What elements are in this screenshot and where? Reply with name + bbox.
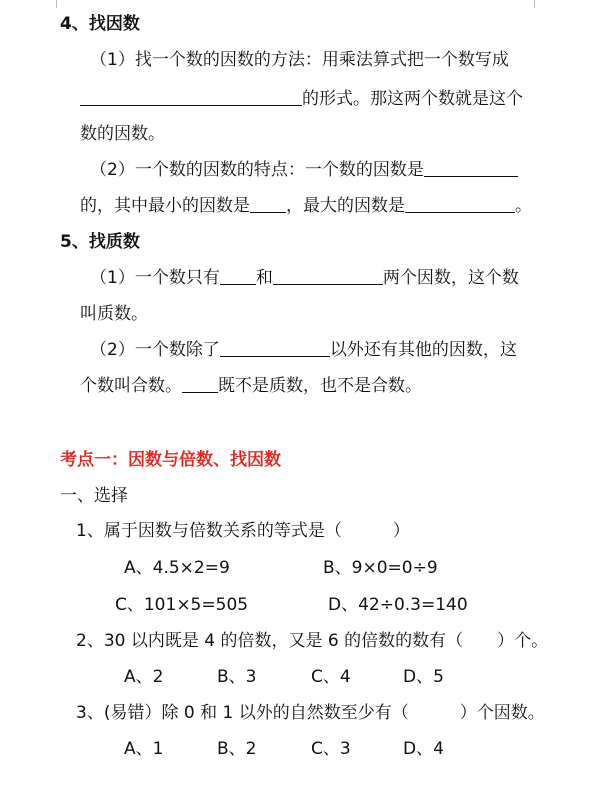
q2-option-c[interactable]: C、4 bbox=[311, 667, 351, 687]
s4-p2-line1 bbox=[90, 158, 518, 182]
s4-p1-line3 bbox=[80, 122, 165, 146]
s5-p1-text-a: （1）一个数只有 bbox=[90, 268, 220, 288]
s5-p2-text-c: 个数叫合数。 bbox=[80, 376, 182, 396]
q2-stem: 2、30 以内既是 4 的倍数，又是 6 的倍数的数有（ ）个。 bbox=[76, 631, 549, 651]
s5-p2-text-b: 以外还有其他的因数，这 bbox=[329, 340, 517, 360]
q1-option-b[interactable]: B、9×0=0÷9 bbox=[323, 558, 438, 578]
q2-option-a[interactable]: A、2 bbox=[124, 667, 164, 687]
answer-blank[interactable] bbox=[405, 194, 515, 213]
kaodian-title: 考点一：因数与倍数、找因数 bbox=[60, 450, 281, 470]
s4-p1-text-a: （1）找一个数的因数的方法：用乘法算式把一个数写成 bbox=[90, 50, 509, 70]
q1-option-c[interactable]: C、101×5=505 bbox=[115, 595, 249, 615]
s5-p2-line2 bbox=[80, 374, 422, 398]
s5-p2-text-a: （2）一个数除了 bbox=[90, 340, 220, 360]
answer-blank[interactable] bbox=[220, 266, 256, 285]
s5-p1-text-d: 叫质数。 bbox=[80, 304, 148, 324]
page-corner-mark-right bbox=[534, 0, 549, 8]
s4-p1-line1 bbox=[90, 48, 509, 72]
q2-option-d[interactable]: D、5 bbox=[403, 667, 444, 687]
q2-option-b[interactable]: B、3 bbox=[217, 667, 257, 687]
answer-blank[interactable] bbox=[250, 194, 286, 213]
answer-blank[interactable] bbox=[220, 338, 330, 357]
q3-option-c[interactable]: C、3 bbox=[311, 739, 351, 759]
s4-p2-text-c: ，最大的因数是 bbox=[286, 196, 405, 216]
s5-p1-text-b: 和 bbox=[255, 268, 273, 288]
s5-p1-text-c: 两个因数，这个数 bbox=[382, 268, 519, 288]
section-4-title: 4、找因数 bbox=[60, 14, 140, 34]
choice-section-title: 一、选择 bbox=[60, 486, 128, 506]
s4-p1-text-b: 的形式。那这两个数就是这个 bbox=[302, 89, 523, 109]
q3-option-d[interactable]: D、4 bbox=[403, 739, 444, 759]
s5-p1-line1 bbox=[90, 266, 519, 290]
answer-blank[interactable] bbox=[182, 374, 218, 393]
s4-p1-line2 bbox=[80, 87, 523, 111]
answer-blank[interactable] bbox=[424, 158, 518, 177]
s4-p2-line2 bbox=[80, 194, 532, 218]
s4-p2-text-d: 。 bbox=[515, 196, 532, 216]
q1-option-a[interactable]: A、4.5×2=9 bbox=[124, 558, 230, 578]
q3-option-b[interactable]: B、2 bbox=[217, 739, 257, 759]
s4-p2-text-b: 的，其中最小的因数是 bbox=[80, 196, 250, 216]
section-5-title: 5、找质数 bbox=[60, 232, 140, 252]
page-corner-mark-left bbox=[42, 0, 57, 8]
answer-blank[interactable] bbox=[80, 87, 302, 106]
s4-p2-text-a: （2）一个数的因数的特点：一个数的因数是 bbox=[90, 160, 424, 180]
s5-p1-line2 bbox=[80, 302, 148, 326]
s5-p2-line1 bbox=[90, 338, 517, 362]
q3-stem: 3、(易错）除 0 和 1 以外的自然数至少有（ ）个因数。 bbox=[76, 703, 545, 723]
answer-blank[interactable] bbox=[273, 266, 383, 285]
q3-option-a[interactable]: A、1 bbox=[124, 739, 164, 759]
s5-p2-text-d: 既不是质数，也不是合数。 bbox=[218, 376, 422, 396]
s4-p1-text-c: 数的因数。 bbox=[80, 124, 165, 144]
q1-stem: 1、属于因数与倍数关系的等式是（ ） bbox=[76, 521, 410, 541]
q1-option-d[interactable]: D、42÷0.3=140 bbox=[328, 595, 468, 615]
